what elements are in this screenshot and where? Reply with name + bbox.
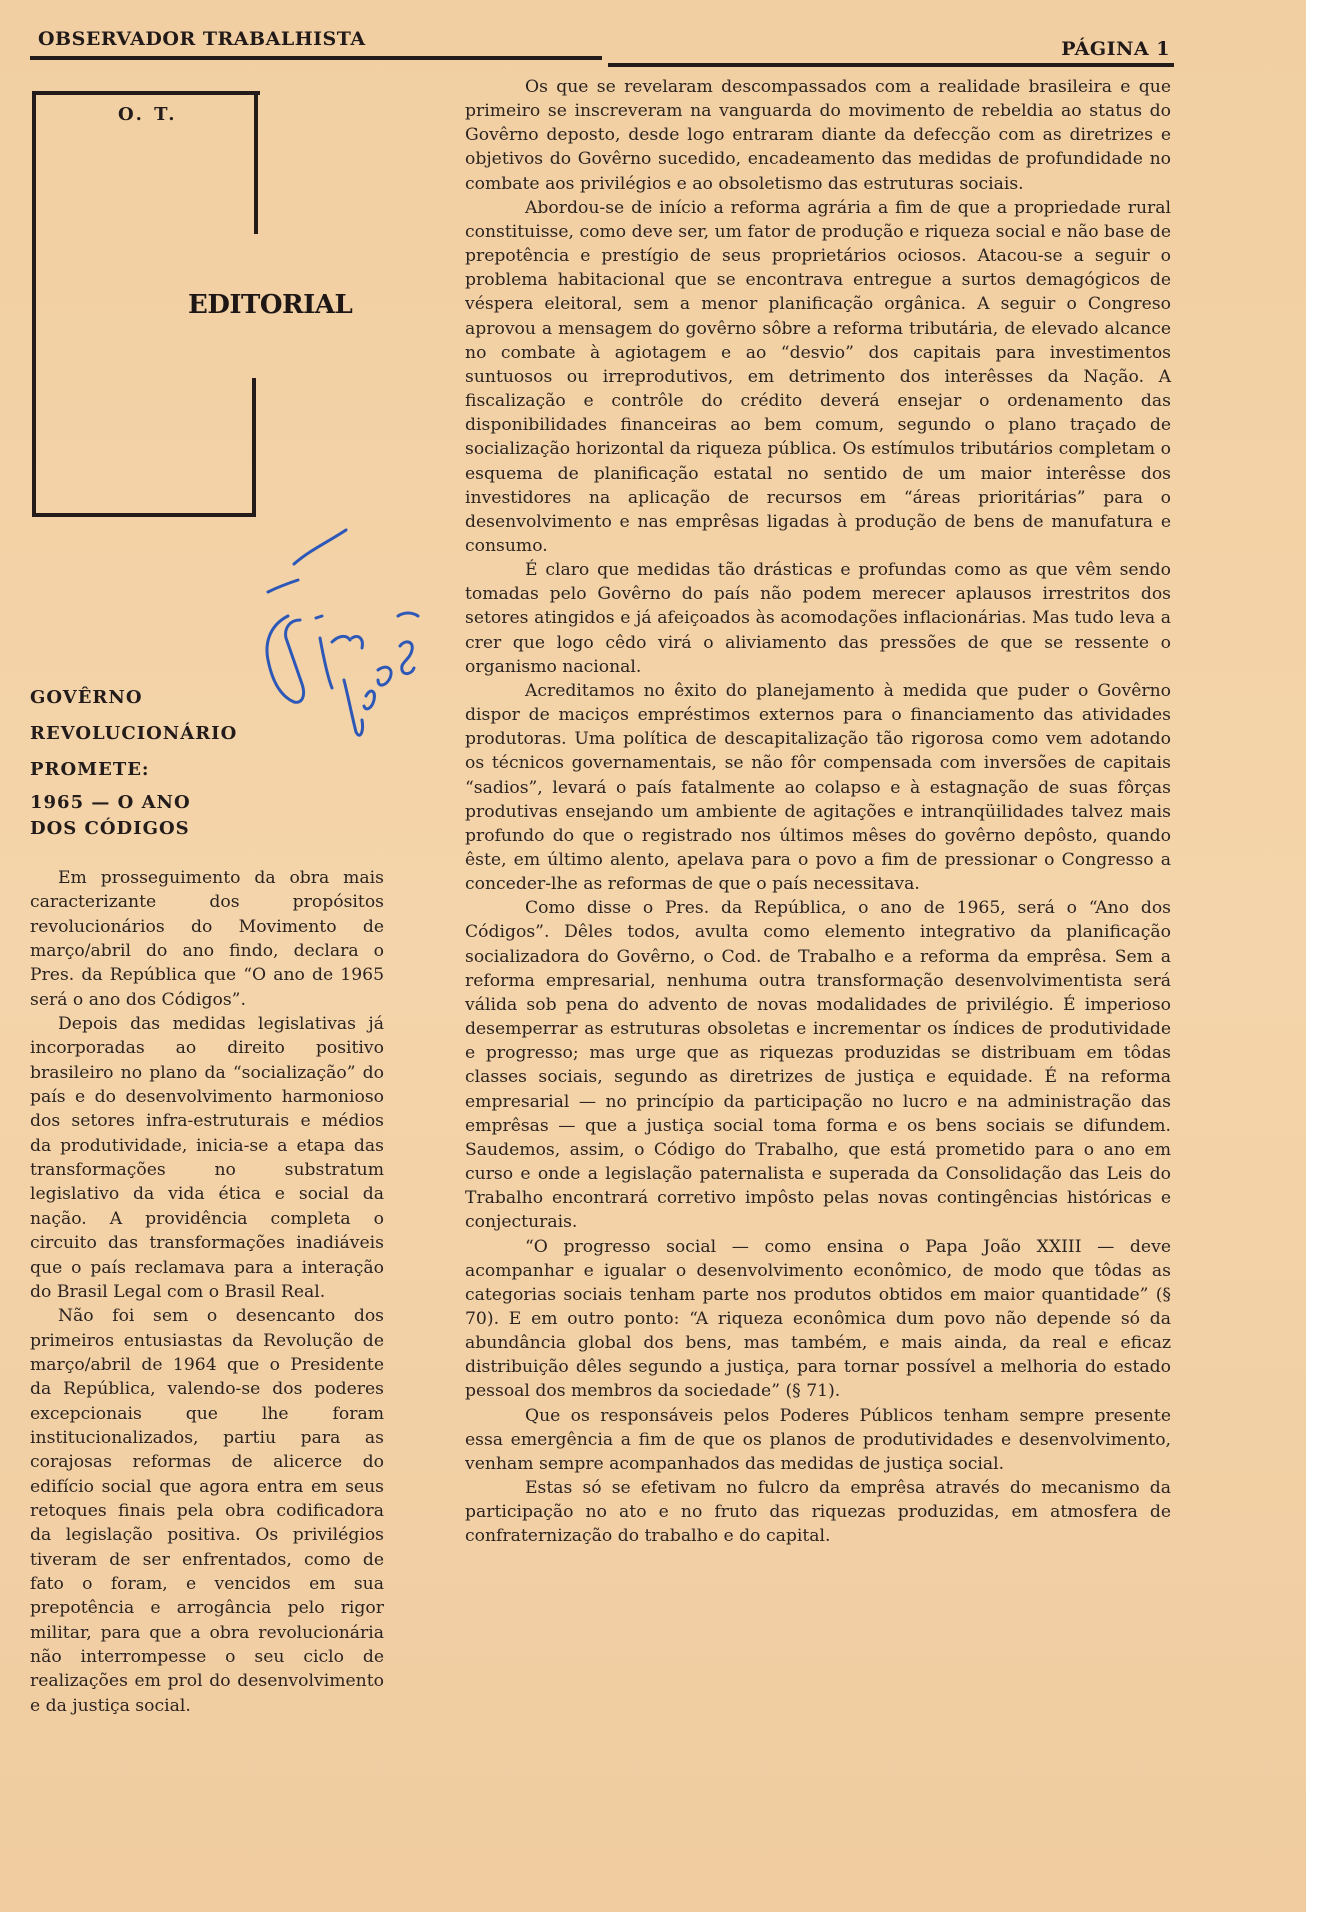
subheadline-line-1: 1965 — O ANO — [30, 792, 191, 813]
headline-line-1: GOVÊRNO — [30, 687, 143, 708]
masthead-rule-right — [608, 63, 1174, 67]
paragraph: Como disse o Pres. da República, o ano de 1965, será o “Ano dos Códigos”. Dêles todos, avulta como elemento integrativo da planificação socializadora do Govêrno, o Cod. de Trabalho e a reforma da emprêsa. Sem a reforma empresarial, nenhuma outra transformação desenvolvimentista será válida sob pena do advento de novas modalidades de privilégio. É imperioso desemperrar as estruturas obsoletas e incrementar os índices de produtividade e progresso; mas urge que as riquezas produzidas se distribuam em tôdas classes sociais, segundo as diretrizes de justiça e equidade. É na reforma empresarial — no princípio da participação no lucro e na administração das emprêsas — que a justiça social toma forma e os bens sociais se difundem. Saudemos, assim, o Código do Trabalho, que está prometido para o ano em curso e onde a legislação paternalista e superada da Consolidação das Leis do Trabalho encontrará corretivo impôsto pelas novas contingências históricas e conjecturais. — [465, 898, 1171, 1233]
box-border-right-upper — [254, 91, 258, 234]
paragraph: Estas só se efetivam no fulcro da emprêsa através do mecanismo da participação no ato e no fruto das riquezas produzidas, em atmosfera de confraternização do trabalho e do capital. — [465, 1478, 1171, 1547]
box-border-right-lower — [252, 378, 256, 517]
box-border-bottom — [32, 513, 256, 517]
paragraph: Os que se revelaram descompassados com a realidade brasileira e que primeiro se inscreveram na vanguarda do movimento de rebeldia ao status do Govêrno deposto, desde logo entraram diante da defecção com as diretrizes e objetivos do Govêrno sucedido, encadeamento das medidas de profundidade no combate aos privilégios e ao obsoletismo das estruturas sociais. — [465, 77, 1171, 194]
subheadline-line-2: DOS CÓDIGOS — [30, 818, 190, 839]
box-border-left — [32, 91, 36, 517]
paragraph: “O progresso social — como ensina o Papa João XXIII — deve acompanhar e igualar o desenvolvimento econômico, de modo que tôdas as categorias sociais tenham parte nos produtos obtidos em maior quantidade” (§ 70). E em outro ponto: “A riqueza econômica dum povo não depende só da abundância global dos bens, mas também, e mais ainda, da real e eficaz distribuição dêles segundo a justiça, para tornar possível a melhoria do estado pessoal dos membros da sociedade” (§ 71). — [465, 1236, 1171, 1402]
paragraph: Depois das medidas legislativas já incorporadas ao direito positivo brasileiro no plano da “socialização” do país e do desenvolvimento harmonioso dos setores infra-estruturais e médios da produtividade, inicia-se a etapa das transformações no substratum legislativo da vida ética e social da nação. A providência completa o circuito das transformações inadiáveis que o país reclamava para a interação do Brasil Legal com o Brasil Real. — [30, 1014, 384, 1302]
paragraph: Não foi sem o desencanto dos primeiros entusiastas da Revolução de março/abril de 1964 que o Presidente da República, valendo-se dos poderes excepcionais que lhe foram institucionalizados, partiu para as corajosas reformas de alicerce do edifício social que agora entra em seus retoques finais pela obra codificadora da legislação positiva. Os privilégios tiveram de ser enfrentados, como de fato o foram, e vencidos em sua prepotência e arrogância pelo rigor militar, para que a obra revolucionária não interrompesse o seu ciclo de realizações em prol do desenvolvimento e da justiça social. — [30, 1306, 384, 1716]
headline-line-3: PROMETE: — [30, 759, 150, 780]
publication-name: OBSERVADOR TRABALHISTA — [38, 28, 366, 50]
paragraph: Que os responsáveis pelos Poderes Públicos tenham sempre presente essa emergência a fim de que os planos de produtividades e desenvolvimento, venham sempre acompanhados das medidas de justiça social. — [465, 1405, 1171, 1474]
headline — [30, 680, 330, 788]
editorial-label: EDITORIAL — [188, 290, 353, 320]
ot-initials: O. T. — [118, 104, 178, 125]
page-number-label: PÁGINA 1 — [1061, 38, 1170, 60]
paragraph: Acreditamos no êxito do planejamento à medida que puder o Govêrno dispor de maciços empréstimos externos para o financiamento das atividades produtoras. Uma política de descapitalização tão rigorosa como vem adotando os técnicos governamentais, se não fôr compensada com inversões de capitais “sadios”, levará o país fatalmente ao colapso e à estagnação de suas fôrças produtivas ensejando um ambiente de agitações e intranqüilidades talvez mais profundo do que o registrado nos últimos mêses do govêrno depôsto, quando êste, em último alento, apelava para o povo a fim de pressionar o Congresso a conceder-lhe as reformas de que o país necessitava. — [465, 680, 1171, 895]
masthead-rule-left — [30, 56, 602, 60]
subheadline — [30, 790, 330, 842]
paragraph: É claro que medidas tão drásticas e profundas como as que vêm sendo tomadas pelo Govêrno do país não podem merecer aplausos irrestritos dos setores atingidos e já afeiçoados às acomodações inflacionárias. Mas tudo leva a crer que logo cêdo virá o aliviamento das pressões de que se ressente o organismo nacional. — [465, 560, 1171, 677]
paragraph: Em prosseguimento da obra mais caracterizante dos propósitos revolucionários do Movimento de março/abril do ano findo, declara o Pres. da República que “O ano de 1965 será o ano dos Códigos”. — [30, 868, 384, 1010]
right-column-text — [465, 75, 1171, 1549]
left-column-text — [30, 866, 384, 1718]
headline-line-2: REVOLUCIONÁRIO — [30, 723, 238, 744]
paragraph: Abordou-se de início a reforma agrária a fim de que a propriedade rural constituisse, como deve ser, um fator de produção e riqueza social e não base de prepotência e prestígio de seus proprietários ociosos. Atacou-se a seguir o problema habitacional que se encontrava entregue a surtos demagógicos de véspera eleitoral, sem a menor planificação orgânica. A seguir o Congreso aprovou a mensagem do govêrno sôbre a reforma tributária, de elevado alcance no combate à agiotagem e ao “desvio” dos capitais para investimentos suntuosos ou irreprodutivos, em detrimento dos interêsses da Nação. A fiscalização e contrôle do crédito deverá ensejar o ordenamento das disponibilidades financeiras ao bem comum, segundo o plano traçado de socialização horizontal da riqueza pública. Os estímulos tributários completam o esquema de planificação estatal no sentido de um maior interêsse dos investidores na aplicação de recursos em “áreas prioritárias” para o desenvolvimento e nas emprêsas ligadas à produção de bens de manufatura e consumo. — [465, 197, 1171, 556]
box-border-top — [32, 91, 260, 95]
